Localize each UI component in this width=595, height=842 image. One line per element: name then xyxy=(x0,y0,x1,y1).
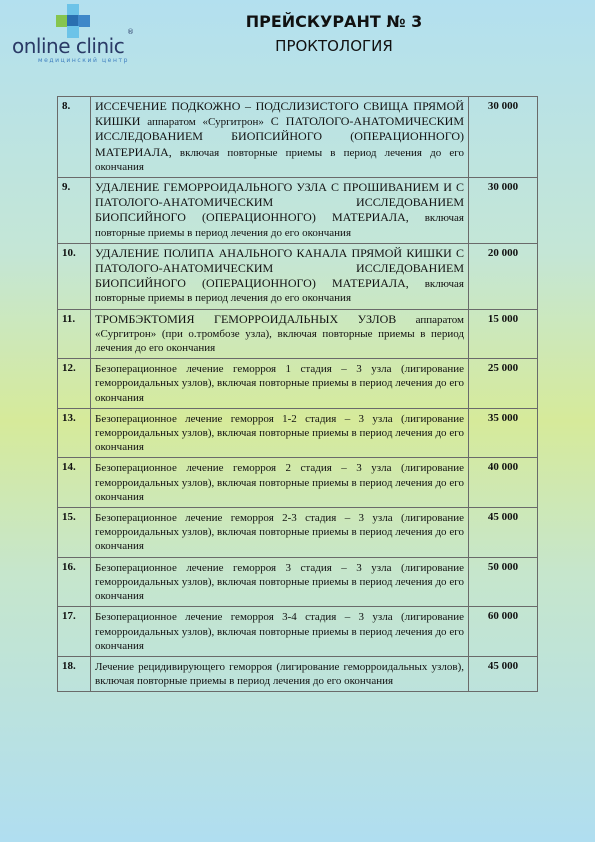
page-subtitle: ПРОКТОЛОГИЯ xyxy=(275,37,393,55)
service-description xyxy=(91,508,469,558)
logo-brand: online clinic xyxy=(12,34,125,58)
service-number: 13. xyxy=(58,408,91,458)
service-price: 45 000 xyxy=(469,656,538,691)
table-row xyxy=(58,243,538,309)
table-row xyxy=(58,178,538,244)
service-price: 30 000 xyxy=(469,178,538,244)
service-price: 20 000 xyxy=(469,243,538,309)
service-description-part: Безоперационное лечение геморроя 3-4 стадия – 3 узла (лигирование геморроидальных узлов), включая повторные приемы в период лечения до его окончания xyxy=(95,611,464,652)
service-description-part: Безоперационное лечение геморроя 2 стадия – 3 узла (лигирование геморроидальных узлов), включая повторные приемы в период лечения до его окончания xyxy=(95,462,464,503)
service-number: 14. xyxy=(58,458,91,508)
service-description xyxy=(91,97,469,178)
service-number: 18. xyxy=(58,656,91,691)
service-number: 17. xyxy=(58,607,91,657)
service-price: 25 000 xyxy=(469,359,538,409)
service-description-part: Безоперационное лечение геморроя 1 стадия – 3 узла (лигирование геморроидальных узлов), включая повторные приемы в период лечения до его окончания xyxy=(95,363,464,404)
table-row xyxy=(58,458,538,508)
table-row xyxy=(58,607,538,657)
service-description-part: УДАЛЕНИЕ ГЕМОРРОИДАЛЬНОГО УЗЛА С ПРОШИВАНИЕМ И С ПАТОЛОГО-АНАТОМИЧЕСКИМ ИССЛЕДОВАНИЕМ БИОПСИЙНОГО (ОПЕРАЦИОННОГО) МАТЕРИАЛА, xyxy=(95,180,464,225)
logo-tagline: медицинский центр xyxy=(38,57,130,64)
service-price: 30 000 xyxy=(469,97,538,178)
service-price: 60 000 xyxy=(469,607,538,657)
service-description-part: аппаратом «Сургитрон» (при о.тромбозе узла), включая повторные приемы в период лечения до его окончания xyxy=(95,313,465,355)
clinic-logo xyxy=(10,4,145,66)
service-description xyxy=(91,178,469,244)
service-number: 10. xyxy=(58,243,91,309)
service-price: 45 000 xyxy=(469,508,538,558)
service-number: 15. xyxy=(58,508,91,558)
service-price: 35 000 xyxy=(469,408,538,458)
service-description xyxy=(91,458,469,508)
table-row xyxy=(58,359,538,409)
service-description xyxy=(91,408,469,458)
table-row xyxy=(58,656,538,691)
price-table xyxy=(57,96,538,692)
service-price: 40 000 xyxy=(469,458,538,508)
service-description-part: С ПАТОЛОГО-АНАТОМИЧЕСКИМ ИССЛЕДОВАНИЕМ БИОПСИЙНОГО (ОПЕРАЦИОННОГО) МАТЕРИАЛА, xyxy=(95,114,464,159)
table-row xyxy=(58,508,538,558)
service-description xyxy=(91,557,469,607)
service-description xyxy=(91,309,469,359)
service-description-part: включая повторные приемы в период лечения до его окончания xyxy=(95,278,464,305)
service-description-part: ТРОМБЭКТОМИЯ ГЕМОРРОИДАЛЬНЫХ УЗЛОВ xyxy=(95,311,397,326)
service-number: 16. xyxy=(58,557,91,607)
service-description-part: Безоперационное лечение геморроя 3 стадия – 3 узла (лигирование геморроидальных узлов), включая повторные приемы в период лечения до его окончания xyxy=(95,561,464,603)
service-description-part: Безоперационное лечение геморроя 2-3 стадия – 3 узла (лигирование геморроидальных узлов), включая повторные приемы в период лечения до его окончания xyxy=(95,512,464,553)
service-description xyxy=(91,243,469,309)
service-number: 11. xyxy=(58,309,91,359)
service-number: 8. xyxy=(58,97,91,178)
service-description-part: Безоперационное лечение геморроя 1-2 стадия – 3 узла (лигирование геморроидальных узлов), включая повторные приемы в период лечения до его окончания xyxy=(95,412,464,454)
service-description xyxy=(91,359,469,409)
table-row xyxy=(58,408,538,458)
service-description-part: Лечение рецидивирующего геморроя (лигирование геморроидальных узлов), включая повторные приемы в период лечения до его окончания xyxy=(95,660,464,688)
service-number: 9. xyxy=(58,178,91,244)
service-price: 15 000 xyxy=(469,309,538,359)
page-title: ПРЕЙСКУРАНТ № 3 xyxy=(245,12,423,31)
service-price: 50 000 xyxy=(469,557,538,607)
service-description xyxy=(91,607,469,657)
table-row xyxy=(58,97,538,178)
registered-mark: ® xyxy=(127,28,134,36)
service-description-part: включая повторные приемы в период лечения до его окончания xyxy=(95,212,464,239)
table-row xyxy=(58,309,538,359)
service-description-part: включая повторные приемы в период лечения до его окончания xyxy=(95,146,464,173)
service-description-part: аппаратом «Сургитрон» xyxy=(140,116,271,129)
medical-cross-icon xyxy=(56,4,90,38)
service-description-part: ИССЕЧЕНИЕ ПОДКОЖНО – ПОДСЛИЗИСТОГО СВИЩА ПРЯМОЙ КИШКИ xyxy=(95,99,464,129)
table-row xyxy=(58,557,538,607)
service-description xyxy=(91,656,469,691)
service-description-part: УДАЛЕНИЕ ПОЛИПА АНАЛЬНОГО КАНАЛА ПРЯМОЙ КИШКИ С ПАТОЛОГО-АНАТОМИЧЕСКИМ ИССЛЕДОВАНИЕМ БИОПСИЙНОГО (ОПЕРАЦИОННОГО) МАТЕРИАЛА, xyxy=(95,245,464,291)
service-number: 12. xyxy=(58,359,91,409)
